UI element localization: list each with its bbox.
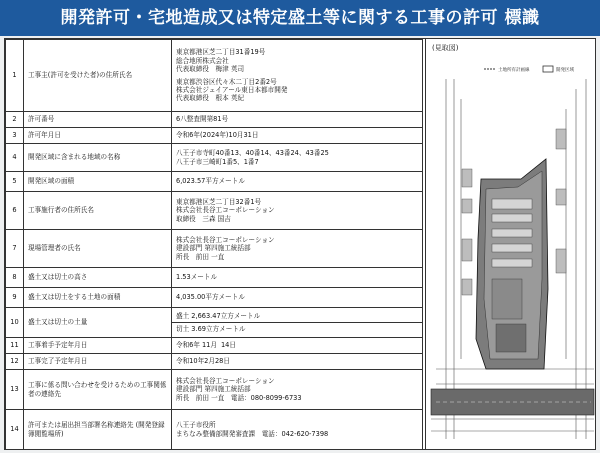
row-value <box>172 308 423 338</box>
value-line: 代表取締役 梅津 英司 <box>176 65 245 74</box>
row-number: 8 <box>6 268 24 288</box>
row-number: 9 <box>6 288 24 308</box>
value-line: 6,023.57平方メートル <box>176 177 245 186</box>
value-line: 建設部門 第四施工統括部 <box>176 385 251 394</box>
value-line: 八王子市三崎町1番5、1番7 <box>176 157 259 166</box>
row-value <box>172 172 423 192</box>
map-label: (見取図) <box>432 44 459 52</box>
site-map-drawing <box>426 39 596 449</box>
value-line: 東京都渋谷区代々木二丁目2番2号 <box>176 77 277 86</box>
row-item: 開発区域の面積 <box>24 172 172 192</box>
development-area <box>476 159 548 369</box>
start-date-day: 14日 <box>220 341 236 350</box>
table-row <box>6 410 423 450</box>
value-line: 取締役 三森 国吉 <box>176 214 231 223</box>
start-date-month: 11月 <box>201 341 217 350</box>
value-line: 株式会社長谷工コーポレーション <box>176 235 275 244</box>
value-line: 八王子市役所 <box>176 421 216 430</box>
table-row <box>6 192 423 230</box>
row-number: 14 <box>6 410 24 450</box>
value-line: 1.53メートル <box>176 273 218 282</box>
legend-area-label: 開発区域 <box>556 68 574 73</box>
value-line: 所長 前田 一直 <box>176 252 225 261</box>
value-line: 株式会社長谷工コーポレーション <box>176 376 275 385</box>
row-value <box>172 288 423 308</box>
legend-line-label: 土地所有計画線 <box>498 68 530 73</box>
sign-title: 開発許可・宅地造成又は特定盛土等に関する工事の許可 標識 <box>0 0 600 36</box>
value-line: 建設部門 第四施工統括部 <box>176 244 251 253</box>
value-line: 株式会社長谷工コーポレーション <box>176 206 275 215</box>
table-row <box>6 230 423 268</box>
row-item: 盛土又は切土の高さ <box>24 268 172 288</box>
row-value <box>172 354 423 370</box>
value-line: 総合地所株式会社 <box>176 56 229 65</box>
value-line: 盛土 2,663.47立方メートル <box>176 311 261 320</box>
row-value <box>172 40 423 112</box>
table-row <box>6 308 423 338</box>
permit-sheet <box>4 38 596 450</box>
value-line: 4,035.00平方メートル <box>176 293 245 302</box>
permit-table <box>5 39 423 450</box>
row-value <box>172 268 423 288</box>
table-row <box>6 112 423 128</box>
value-line: 代表取締役 根本 英紀 <box>176 94 245 103</box>
table-row <box>6 354 423 370</box>
value-line: 切土 3.69立方メートル <box>176 325 246 333</box>
row-value <box>172 112 423 128</box>
table-row <box>6 144 423 172</box>
row-number: 10 <box>6 308 24 338</box>
row-number: 7 <box>6 230 24 268</box>
row-value <box>172 338 423 354</box>
row-value <box>172 128 423 144</box>
row-item: 現場管理者の氏名 <box>24 230 172 268</box>
row-item: 許可または届出担当部署名称連絡先 (開発登録簿閲覧場所) <box>24 410 172 450</box>
row-item: 許可番号 <box>24 112 172 128</box>
row-item: 工事完了予定年月日 <box>24 354 172 370</box>
table-row <box>6 268 423 288</box>
row-number: 3 <box>6 128 24 144</box>
value-line: 所長 前田 一直 電話：080-8099-6733 <box>176 393 302 402</box>
value-line: まちなみ整備部開発審査課 電話：042-620-7398 <box>176 429 329 438</box>
row-number: 4 <box>6 144 24 172</box>
value-line: 東京都港区芝二丁目32番1号 <box>176 197 262 206</box>
row-number: 1 <box>6 40 24 112</box>
start-date-prefix: 令和6年 <box>176 341 200 350</box>
row-item: 工事に係る問い合わせを受けるための工事関係者の連絡先 <box>24 370 172 410</box>
value-line <box>176 341 418 349</box>
map-legend <box>484 66 574 73</box>
row-value <box>172 370 423 410</box>
row-number: 11 <box>6 338 24 354</box>
row-number: 5 <box>6 172 24 192</box>
row-value <box>172 144 423 172</box>
value-line: 令和6年(2024年)10月31日 <box>176 131 259 140</box>
row-value <box>172 410 423 450</box>
row-number: 13 <box>6 370 24 410</box>
value-line: 6八整査開第81号 <box>176 115 229 124</box>
table-row <box>6 172 423 192</box>
site-map <box>425 39 596 449</box>
row-item: 工事着手予定年月日 <box>24 338 172 354</box>
table-row <box>6 288 423 308</box>
row-item: 開発区域に含まれる地域の名称 <box>24 144 172 172</box>
row-value <box>172 192 423 230</box>
row-value <box>172 230 423 268</box>
row-item: 盛土又は切土をする土地の面積 <box>24 288 172 308</box>
value-line: 株式会社ジェイアール東日本都市開発 <box>176 85 288 94</box>
row-item: 許可年月日 <box>24 128 172 144</box>
value-line: 東京都港区芝二丁目31番19号 <box>176 48 266 57</box>
value-line: 八王子市寺町40番13、40番14、43番24、43番25 <box>176 149 329 158</box>
row-item: 工事主(許可を受けた者)の住所氏名 <box>24 40 172 112</box>
row-item: 工事施行者の住所氏名 <box>24 192 172 230</box>
table-row <box>6 40 423 112</box>
row-item: 盛土又は切土の土量 <box>24 308 172 338</box>
row-number: 6 <box>6 192 24 230</box>
table-row <box>6 370 423 410</box>
table-row <box>6 128 423 144</box>
row-number: 2 <box>6 112 24 128</box>
row-number: 12 <box>6 354 24 370</box>
value-line: 令和10年2月28日 <box>176 357 230 366</box>
table-row <box>6 338 423 354</box>
